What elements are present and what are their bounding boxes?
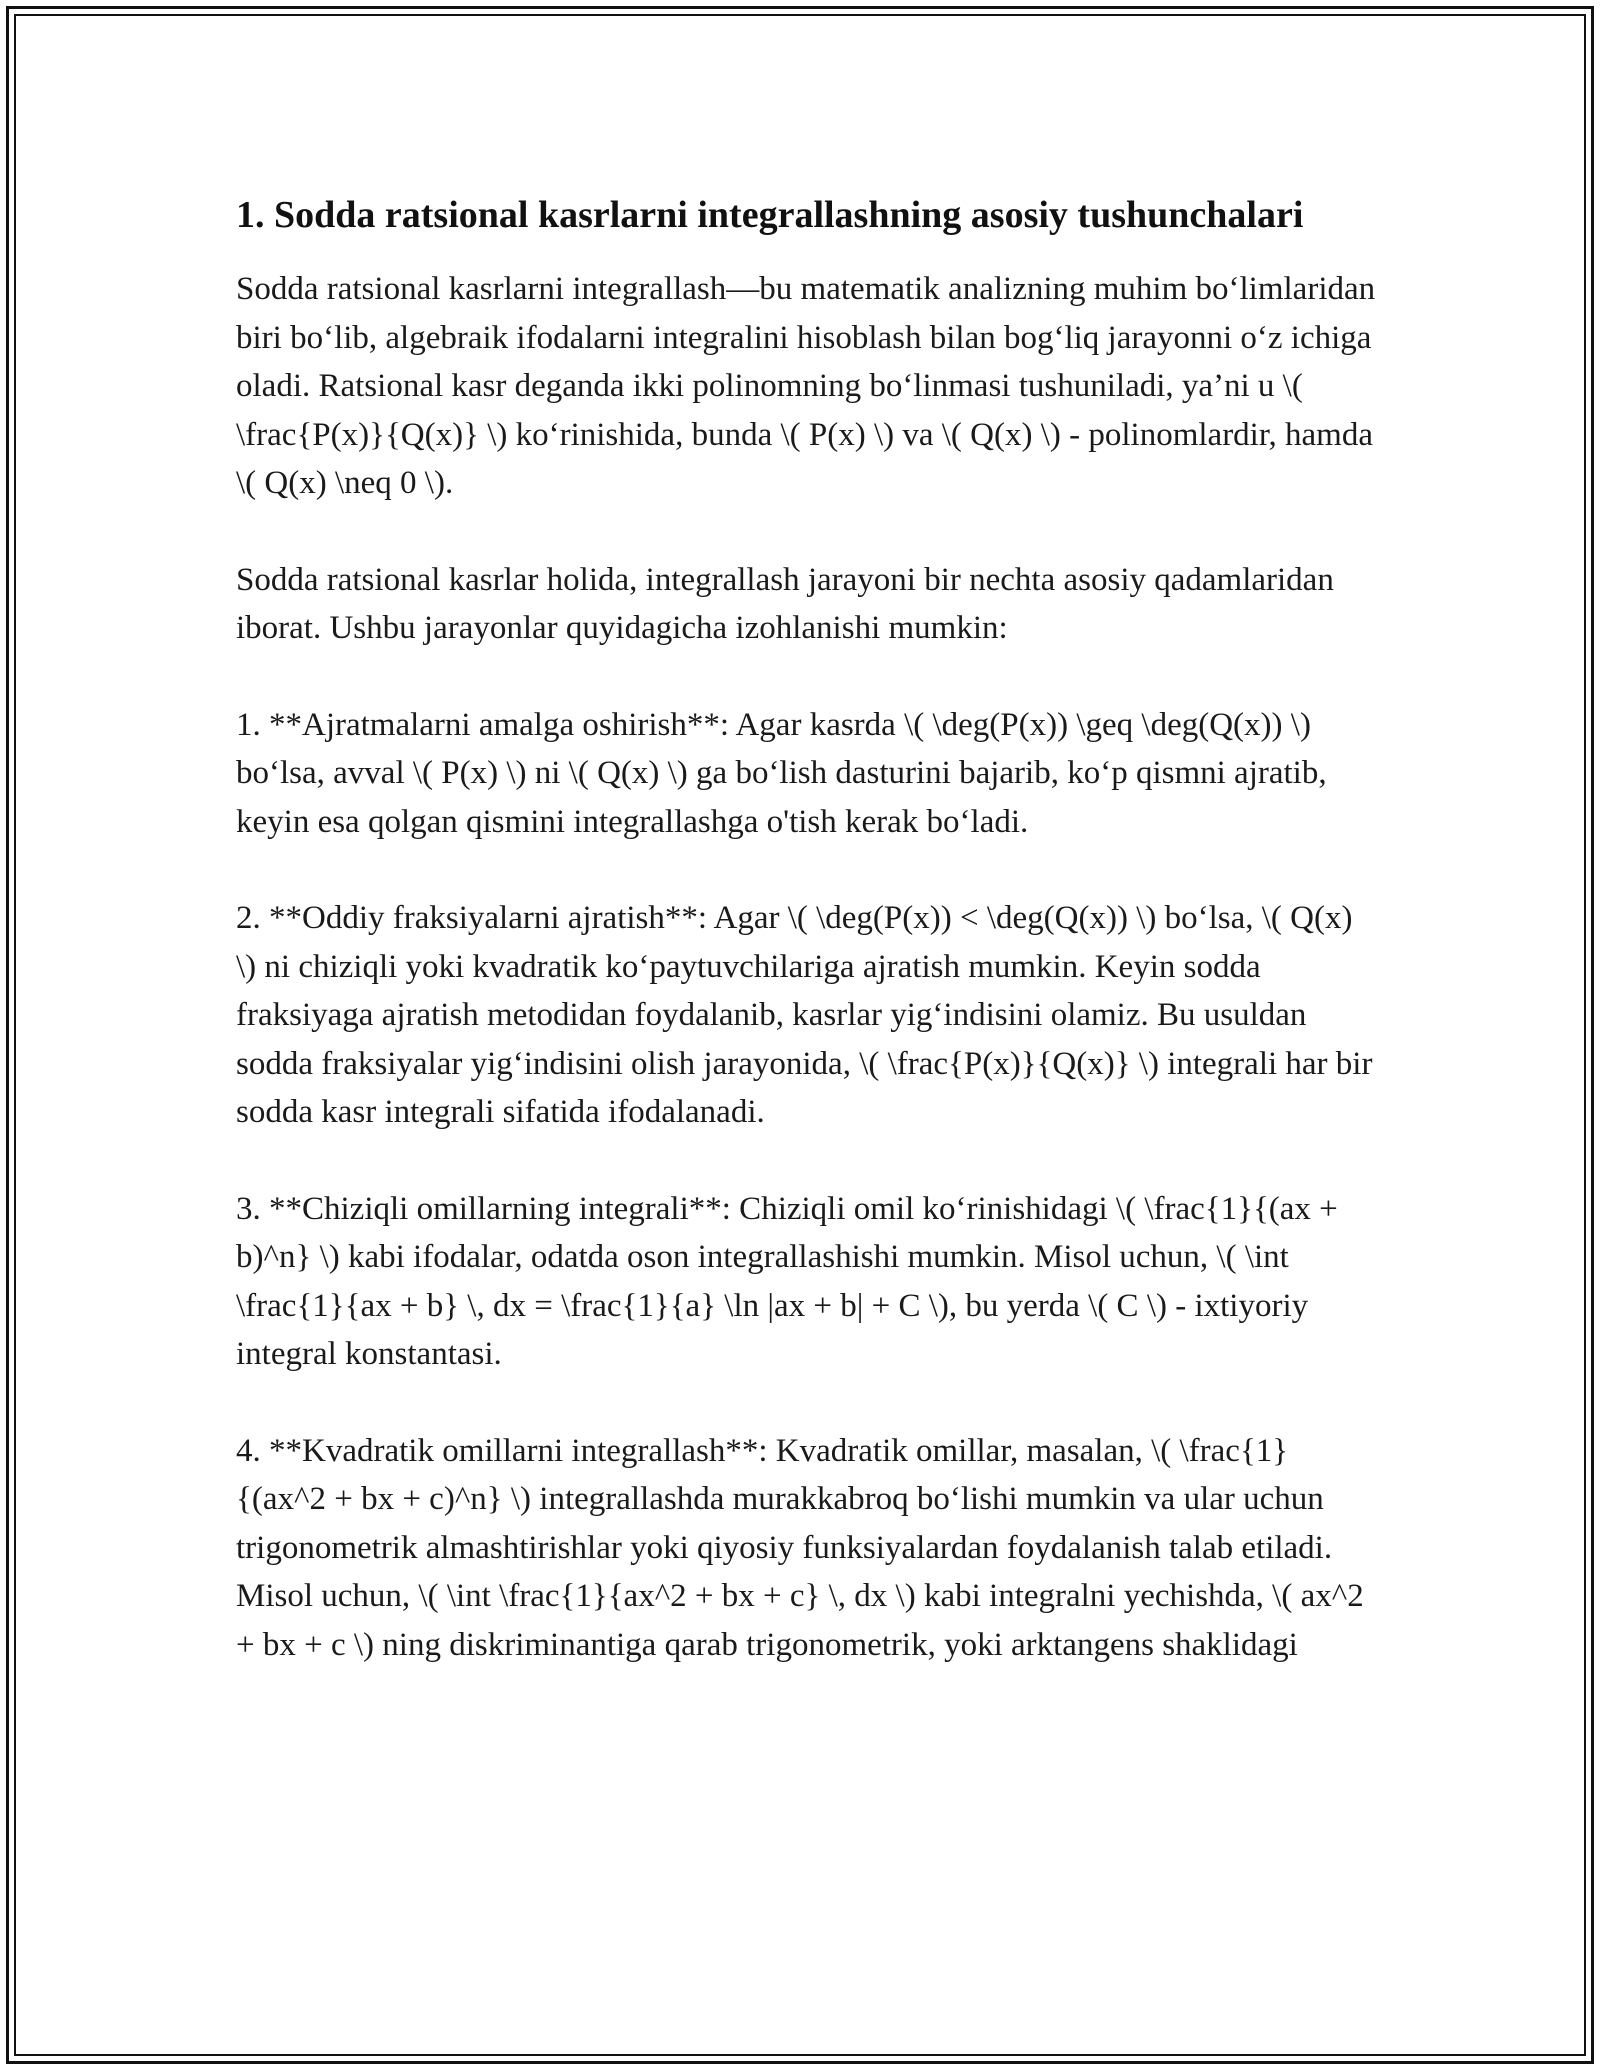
paragraph-steps-intro: Sodda ratsional kasrlar holida, integrallash jarayoni bir nechta asosiy qadamlaridan iborat. Ushbu jarayonlar quyidagicha izohlanishi mumkin: — [236, 561, 1334, 646]
list-item-4: 4. **Kvadratik omillarni integrallash**: Kvadratik omillar, masalan, \( \frac{1}{(ax^2 + bx + c)^n} \) integrallashda murakkabroq bo‘lishi mumkin va ular uchun trigonometrik almashtirishlar yoki qiyosiy funksiyalardan foydalanish talab etiladi. Misol uchun, \( \int \frac{1}{ax^2 + bx + c} \, dx \) kabi integralni yechishda, \( ax^2 + bx + c \) ning diskriminantiga qarab trigonometrik, yoki arktangens shaklidagi — [236, 1432, 1364, 1663]
list-item-2: 2. **Oddiy fraksiyalarni ajratish**: Agar \( \deg(P(x)) < \deg(Q(x)) \) bo‘lsa, \( Q(x) \) ni chiziqli yoki kvadratik ko‘paytuvchilariga ajratish mumkin. Keyin sodda fraksiyaga ajratish metodidan foydalanib, kasrlar yig‘indisini olamiz. Bu usuldan sodda fraksiyalar yig‘indisini olish jarayonida, \( \frac{P(x)}{Q(x)} \) integrali har bir sodda kasr integrali sifatida ifodalanadi. — [236, 900, 1373, 1130]
document-body — [236, 188, 1376, 1717]
list-item-3: 3. **Chiziqli omillarning integrali**: Chiziqli omil ko‘rinishidagi \( \frac{1}{(ax + b)^n} \) kabi ifodalar, odatda oson integrallashishi mumkin. Misol uchun, \( \int \frac{1}{ax + b} \, dx = \frac{1}{a} \ln |ax + b| + C \), bu yerda \( C \) - ixtiyoriy integral konstantasi. — [236, 1190, 1338, 1372]
section-heading: 1. Sodda ratsional kasrlarni integrallashning asosiy tushunchalari — [236, 194, 1304, 236]
list-item-1: 1. **Ajratmalarni amalga oshirish**: Agar kasrda \( \deg(P(x)) \geq \deg(Q(x)) \) bo‘lsa, avval \( P(x) \) ni \( Q(x) \) ga bo‘lish dasturini bajarib, ko‘p qismni ajratib, keyin esa qolgan qismini integrallashga o'tish kerak bo‘ladi. — [236, 706, 1327, 840]
paragraph-intro: Sodda ratsional kasrlarni integrallash—bu matematik analizning muhim bo‘limlaridan biri bo‘lib, algebraik ifodalarni integralini hisoblash bilan bog‘liq jarayonni o‘z ichiga oladi. Ratsional kasr deganda ikki polinomning bo‘linmasi tushuniladi, ya’ni u \( \frac{P(x)}{Q(x)} \) ko‘rinishida, bunda \( P(x) \) va \( Q(x) \) - polinomlardir, hamda \( Q(x) \neq 0 \). — [236, 271, 1376, 501]
